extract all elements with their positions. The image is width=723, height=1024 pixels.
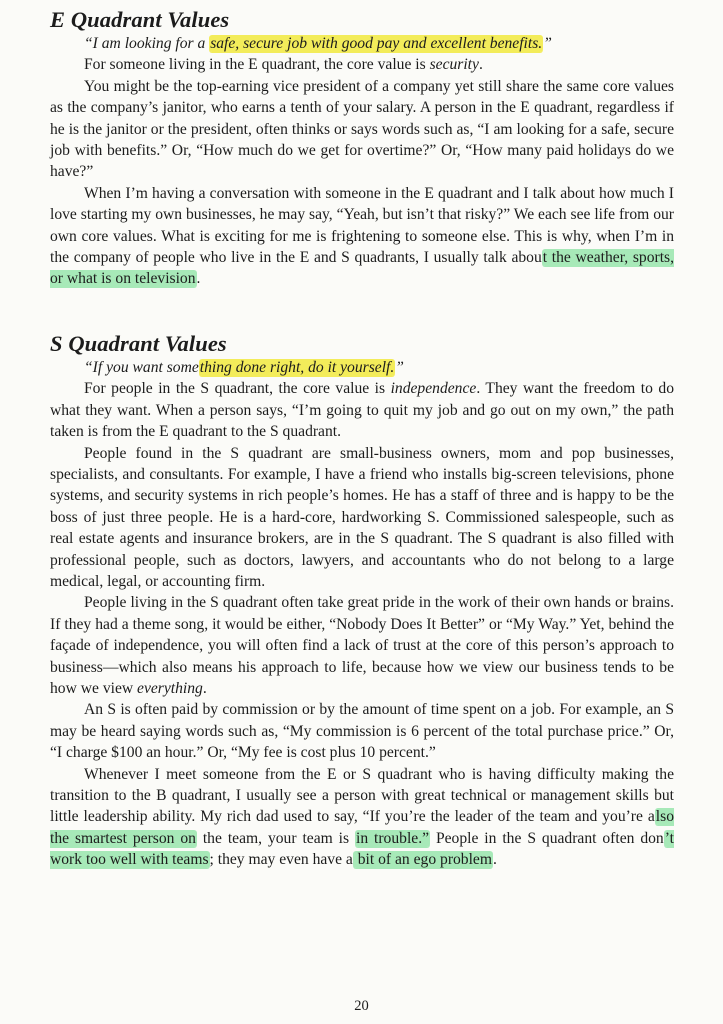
paragraph: People living in the S quadrant often take great pride in the work of their own hands or brains. If they had a theme song, it would be either, “Nobody Does It Better” or “My Way.” Yet, behind the façade of independence, you will often find a lack of trust at the core of this person’s approach to business—which also means his approach to life, because how we view our business tends to be how we view everything. — [50, 594, 674, 697]
highlight-green: ’t work too well with teams — [50, 829, 674, 869]
epigraph-e: “I am looking for a safe, secure job with good pay and excellent benefits.” — [84, 35, 552, 52]
paragraph: For someone living in the E quadrant, the core value is security. — [84, 56, 483, 74]
e-quadrant-section — [50, 6, 674, 290]
highlight-green: t the weather, sports, or what is on television — [50, 249, 675, 288]
book-page — [50, 6, 674, 871]
highlight-green: in trouble.” — [355, 829, 430, 847]
s-quadrant-section — [50, 330, 674, 871]
highlight-yellow: thing done right, do it yourself. — [199, 358, 395, 376]
paragraph: You might be the top-earning vice president of a company yet still share the same core values as the company’s janitor, who earns a tenth of your salary. A person in the E quadrant, regardless if he is the janitor or the president, often thinks or says words such as, “I am looking for a safe, secure job with benefits.” Or, “How much do we get for overtime?” Or, “How many paid holidays do we have?” — [50, 77, 674, 181]
page-number: 20 — [354, 998, 369, 1014]
highlight-green: bit of an ego problem — [353, 851, 492, 869]
paragraph: People found in the S quadrant are small-business owners, mom and pop businesses, specialists, and consultants. For example, I have a friend who installs big-screen televisions, phone systems, and security systems in rich people’s homes. He has a staff of three and is happy to be the boss of just three people. He is a hard-core, hardworking S. Commissioned salespeople, such as real estate agents and insurance brokers, are in the S quadrant. The S quadrant is also filled with professional people, such as doctors, lawyers, and accountants who do not belong to a large medical, legal, or accounting firm. — [50, 444, 674, 590]
paragraph: For people in the S quadrant, the core value is independence. They want the freedom to do what they want. When a person says, “I’m going to quit my job and go out on my own,” the path taken is from the E quadrant to the S quadrant. — [50, 380, 674, 441]
epigraph-s: “If you want something done right, do it yourself.” — [84, 358, 404, 376]
highlight-yellow: safe, secure job with good pay and excellent benefits. — [210, 35, 543, 52]
highlight-green: lso the smartest person on — [50, 808, 674, 847]
section-heading-e: E Quadrant Values — [50, 7, 230, 32]
paragraph: Whenever I meet someone from the E or S quadrant who is having difficulty making the transition to the B quadrant, I usually see a person with great technical or management skills but little leadership ability. My rich dad used to say, “If you’re the leader of the team and you’re also the smartest person on the team, your team is in trouble.” People in the S quadrant often don’t work too well with teams; they may even have a bit of an ego problem. — [50, 765, 674, 869]
paragraph: When I’m having a conversation with someone in the E quadrant and I talk about how much I love starting my own businesses, he may say, “Yeah, but isn’t that risky?” We each see life from our own core values. What is exciting for me is frightening to someone else. This is why, when I’m in the company of people who live in the E and S quadrants, I usually talk about the weather, sports, or what is on television. — [50, 184, 675, 288]
section-heading-s: S Quadrant Values — [50, 330, 227, 356]
paragraph: An S is often paid by commission or by the amount of time spent on a job. For example, an S may be heard saying words such as, “My commission is 6 percent of the total purchase price.” Or, “I charge $100 an hour.” Or, “My fee is cost plus 10 percent.” — [50, 701, 674, 762]
